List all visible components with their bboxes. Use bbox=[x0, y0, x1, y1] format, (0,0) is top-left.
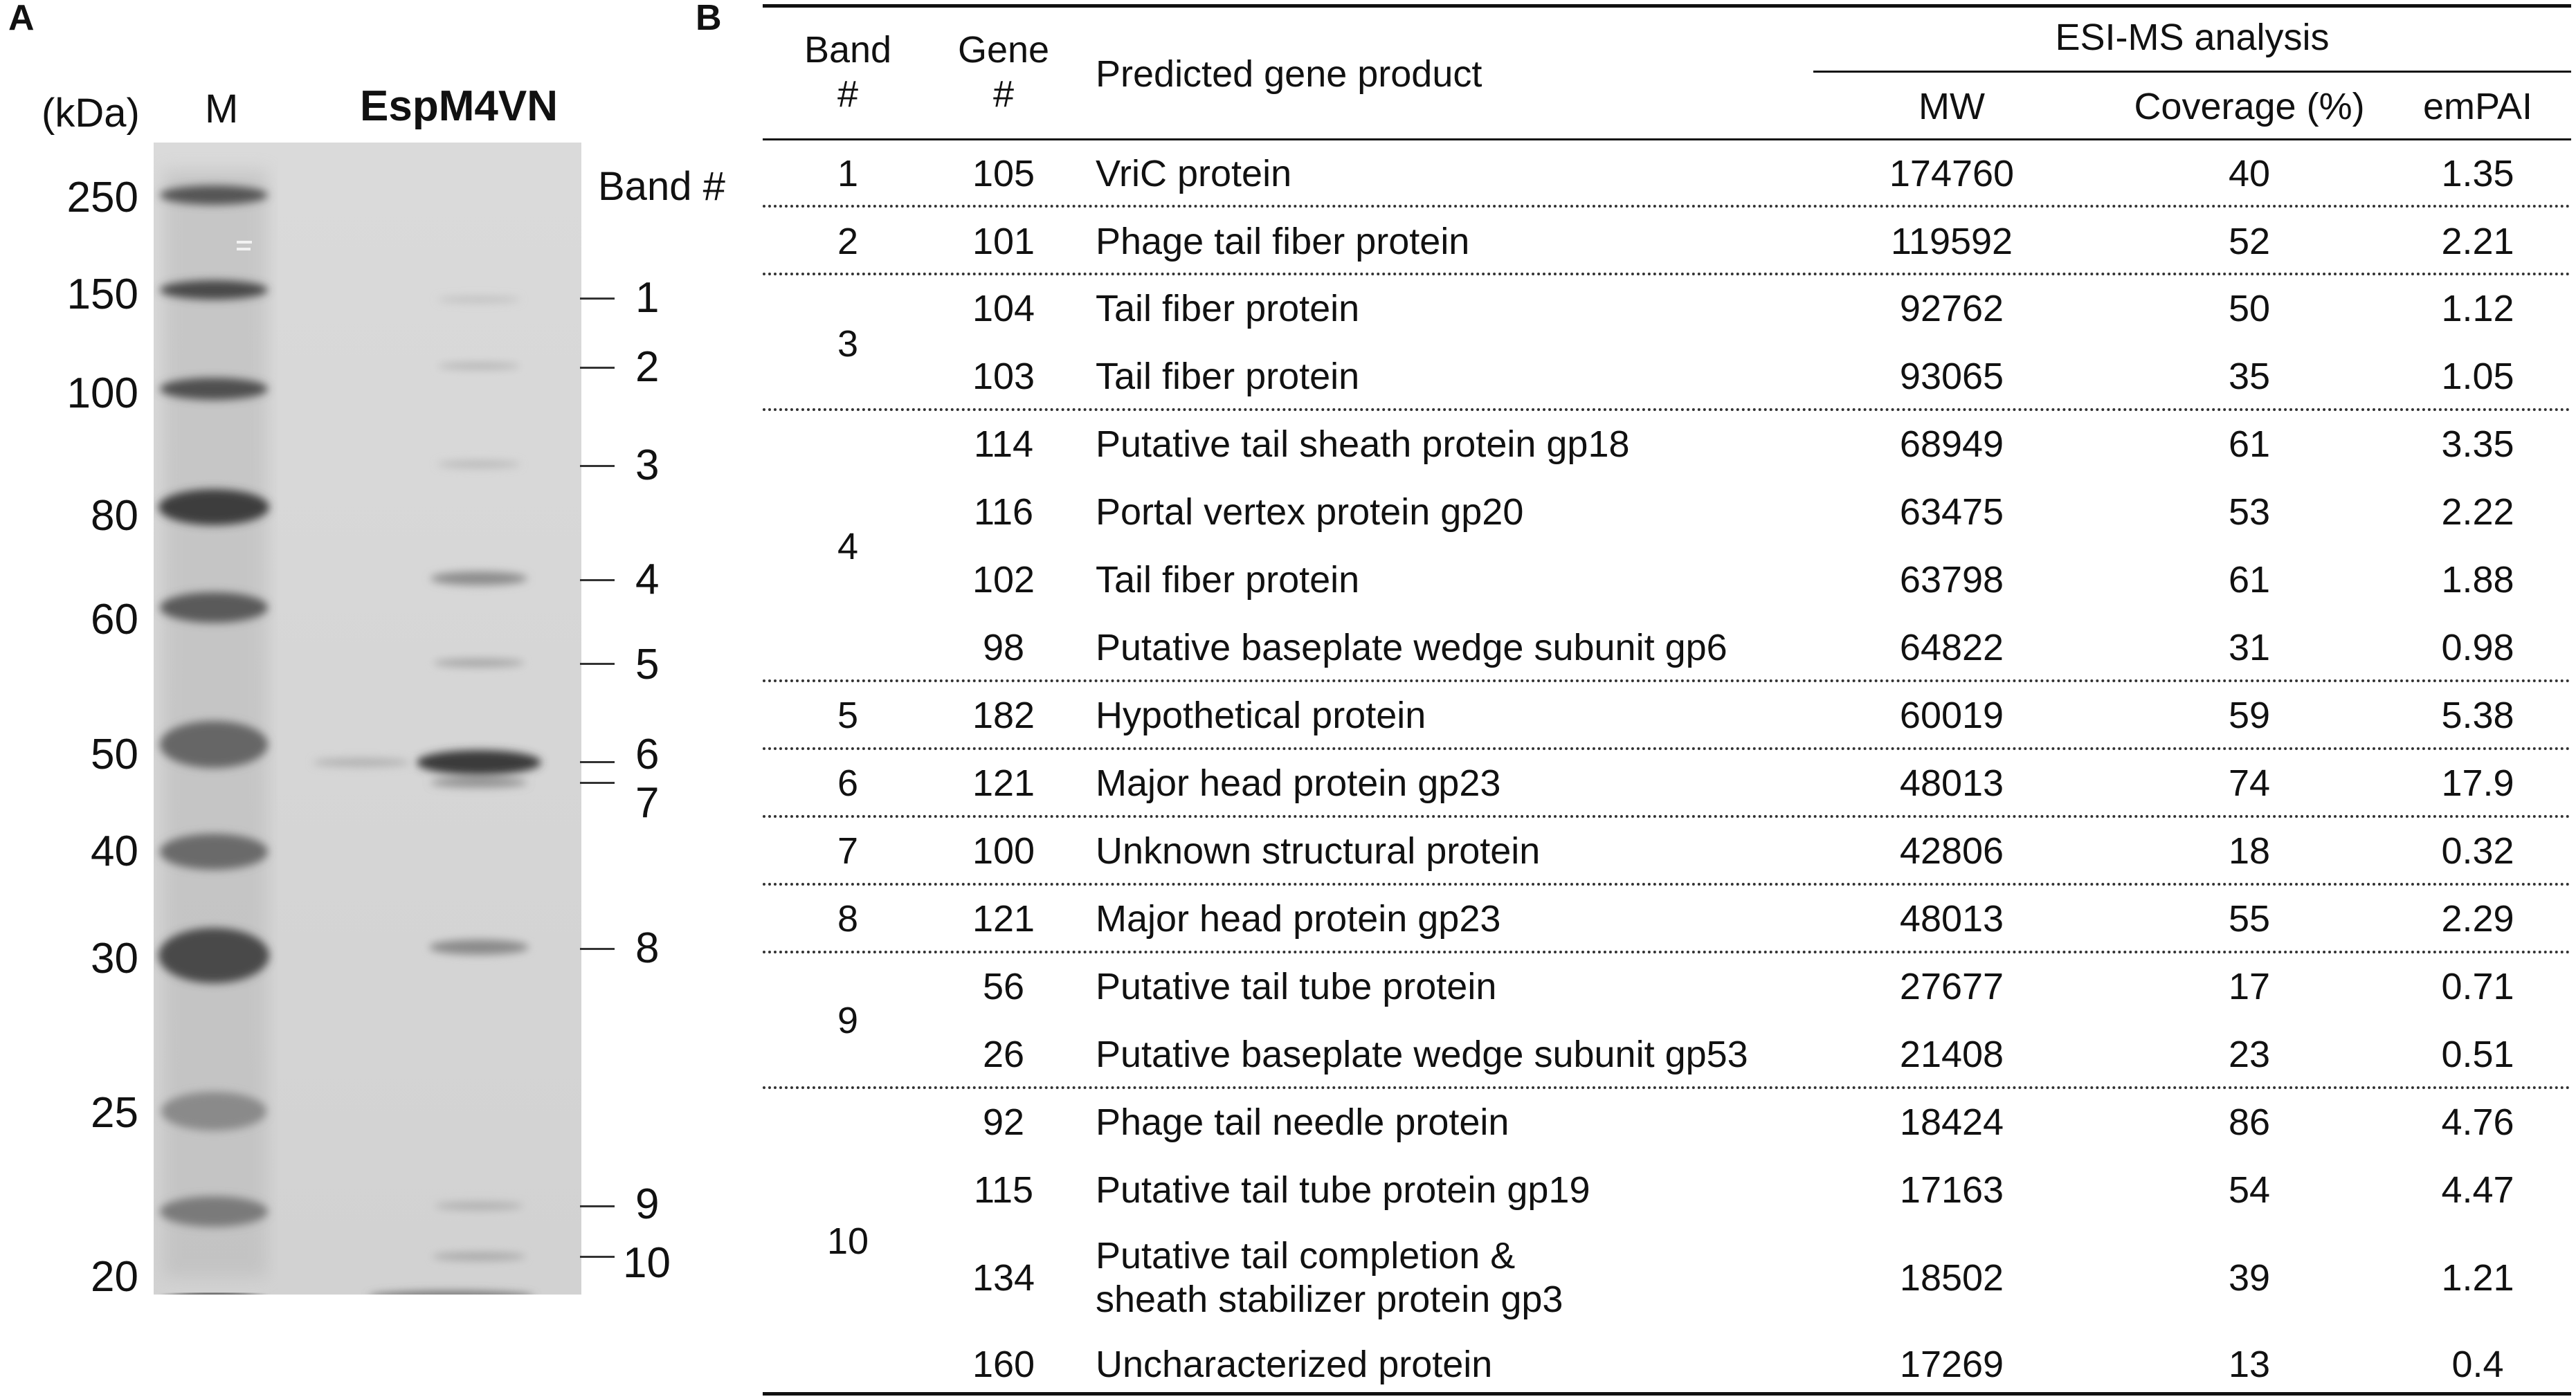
cell-mw: 48013 bbox=[1899, 762, 2004, 804]
band-number-header: Band # bbox=[598, 164, 725, 209]
marker-size-label: 20 bbox=[91, 1253, 138, 1301]
band-number: 5 bbox=[635, 641, 660, 688]
cell-product: Major head protein gp23 bbox=[1096, 762, 1501, 804]
cell-product: Portal vertex protein gp20 bbox=[1096, 491, 1524, 533]
group-separator bbox=[763, 747, 2571, 750]
sample-band-1 bbox=[437, 297, 520, 302]
cell-mw: 119592 bbox=[1890, 221, 2013, 262]
marker-size-label: 50 bbox=[91, 731, 138, 778]
cell-mw: 174760 bbox=[1889, 153, 2015, 194]
cell-empai: 0.4 bbox=[2451, 1344, 2504, 1385]
marker-artifact bbox=[237, 241, 252, 244]
cell-mw: 27677 bbox=[1899, 966, 2004, 1007]
cell-coverage: 13 bbox=[2228, 1344, 2271, 1385]
sample-lane-bleed bbox=[313, 758, 410, 767]
cell-coverage: 61 bbox=[2228, 423, 2271, 465]
cell-gene: 115 bbox=[973, 1169, 1034, 1211]
cell-gene: 102 bbox=[972, 559, 1035, 601]
group-separator bbox=[763, 951, 2571, 953]
cell-coverage: 18 bbox=[2228, 830, 2271, 872]
cell-product: Tail fiber protein bbox=[1096, 288, 1360, 329]
cell-product: Phage tail fiber protein bbox=[1096, 221, 1470, 262]
cell-coverage: 61 bbox=[2228, 559, 2271, 601]
band-number: 4 bbox=[635, 556, 660, 603]
cell-mw: 17269 bbox=[1899, 1344, 2004, 1385]
header-coverage: Coverage (%) bbox=[2134, 86, 2365, 127]
marker-band-20-upper bbox=[160, 1196, 268, 1227]
band-tick bbox=[580, 1256, 615, 1258]
cell-product-line2: sheath stabilizer protein gp3 bbox=[1096, 1279, 1563, 1320]
cell-product: Unknown structural protein bbox=[1096, 830, 1541, 872]
cell-band: 2 bbox=[837, 221, 859, 262]
band-tick bbox=[580, 579, 615, 581]
band-tick bbox=[580, 465, 615, 467]
cell-gene: 98 bbox=[982, 627, 1025, 668]
table-bottom-rule bbox=[763, 1392, 2571, 1396]
cell-band: 7 bbox=[837, 830, 859, 872]
group-separator bbox=[763, 205, 2571, 208]
cell-mw: 21408 bbox=[1899, 1034, 2004, 1075]
sample-band-4 bbox=[430, 572, 527, 585]
cell-mw: 93065 bbox=[1899, 356, 2004, 397]
cell-mw: 48013 bbox=[1899, 898, 2004, 940]
cell-band: 4 bbox=[837, 526, 859, 567]
cell-coverage: 55 bbox=[2228, 898, 2271, 940]
cell-empai: 4.47 bbox=[2441, 1169, 2514, 1211]
sample-band-8 bbox=[429, 940, 529, 955]
header-empai: emPAI bbox=[2422, 86, 2533, 127]
cell-empai: 5.38 bbox=[2441, 695, 2514, 736]
cell-gene: 121 bbox=[972, 762, 1035, 804]
group-separator bbox=[763, 1086, 2571, 1089]
band-number: 1 bbox=[635, 274, 660, 322]
kda-unit-label: (kDa) bbox=[42, 91, 140, 136]
cell-product: Phage tail needle protein bbox=[1096, 1101, 1509, 1143]
marker-band-25 bbox=[161, 1092, 266, 1131]
cell-empai: 1.21 bbox=[2441, 1257, 2514, 1299]
cell-coverage: 17 bbox=[2228, 966, 2271, 1007]
sample-band-10 bbox=[432, 1252, 526, 1261]
group-separator bbox=[763, 815, 2571, 818]
cell-band: 9 bbox=[837, 1000, 859, 1041]
cell-gene: 182 bbox=[972, 695, 1035, 736]
cell-product: Putative tail tube protein bbox=[1096, 966, 1497, 1007]
cell-gene: 101 bbox=[972, 221, 1035, 262]
band-number: 9 bbox=[635, 1180, 660, 1228]
cell-coverage: 40 bbox=[2228, 153, 2271, 194]
cell-coverage: 52 bbox=[2228, 221, 2271, 262]
cell-gene: 26 bbox=[982, 1034, 1025, 1075]
cell-product: Uncharacterized protein bbox=[1096, 1344, 1493, 1385]
cell-product: Putative baseplate wedge subunit gp6 bbox=[1096, 627, 1727, 668]
table-top-rule bbox=[763, 4, 2571, 8]
esi-group-rule bbox=[1813, 71, 2571, 73]
cell-empai: 2.29 bbox=[2441, 898, 2514, 940]
cell-coverage: 86 bbox=[2228, 1101, 2271, 1143]
cell-band: 6 bbox=[837, 762, 859, 804]
marker-size-label: 150 bbox=[66, 271, 138, 318]
cell-band: 1 bbox=[837, 153, 859, 194]
cell-empai: 3.35 bbox=[2441, 423, 2514, 465]
cell-coverage: 31 bbox=[2228, 627, 2271, 668]
group-separator bbox=[763, 273, 2571, 275]
marker-size-label: 250 bbox=[66, 174, 138, 221]
cell-empai: 2.21 bbox=[2441, 221, 2514, 262]
header-mw: MW bbox=[1919, 86, 1985, 127]
cell-product: Putative baseplate wedge subunit gp53 bbox=[1096, 1034, 1748, 1075]
band-tick bbox=[580, 782, 615, 784]
marker-band-150 bbox=[160, 280, 268, 300]
band-tick bbox=[580, 367, 615, 369]
cell-mw: 64822 bbox=[1899, 627, 2004, 668]
cell-product: Hypothetical protein bbox=[1096, 695, 1426, 736]
group-separator bbox=[763, 679, 2571, 682]
sample-band-5 bbox=[433, 659, 525, 667]
header-esi-ms: ESI-MS analysis bbox=[2055, 17, 2330, 58]
cell-gene: 104 bbox=[972, 288, 1035, 329]
cell-empai: 1.05 bbox=[2441, 356, 2514, 397]
cell-mw: 42806 bbox=[1899, 830, 2004, 872]
cell-band: 8 bbox=[837, 898, 859, 940]
cell-product: Putative tail tube protein gp19 bbox=[1096, 1169, 1590, 1211]
cell-product: Putative tail sheath protein gp18 bbox=[1096, 423, 1630, 465]
cell-coverage: 39 bbox=[2228, 1257, 2271, 1299]
cell-product: Putative tail completion & bbox=[1096, 1235, 1516, 1277]
marker-band-80 bbox=[158, 489, 269, 525]
cell-empai: 2.22 bbox=[2441, 491, 2514, 533]
cell-gene: 105 bbox=[972, 153, 1035, 194]
cell-product: Major head protein gp23 bbox=[1096, 898, 1501, 940]
marker-artifact-2 bbox=[237, 248, 251, 250]
cell-coverage: 54 bbox=[2228, 1169, 2271, 1211]
cell-mw: 63475 bbox=[1899, 491, 2004, 533]
cell-empai: 1.12 bbox=[2441, 288, 2514, 329]
cell-coverage: 23 bbox=[2228, 1034, 2271, 1075]
band-number: 7 bbox=[635, 779, 660, 827]
cell-product: Tail fiber protein bbox=[1096, 356, 1360, 397]
cell-gene: 134 bbox=[972, 1257, 1035, 1299]
cell-gene: 160 bbox=[972, 1344, 1035, 1385]
gel-image bbox=[154, 143, 581, 1295]
cell-mw: 92762 bbox=[1899, 288, 2004, 329]
cell-gene: 100 bbox=[972, 830, 1035, 872]
header-product: Predicted gene product bbox=[1096, 53, 1482, 95]
cell-product: Tail fiber protein bbox=[1096, 559, 1360, 601]
band-tick bbox=[580, 1205, 615, 1207]
cell-product: VriC protein bbox=[1096, 153, 1292, 194]
cell-coverage: 53 bbox=[2228, 491, 2271, 533]
cell-gene: 114 bbox=[973, 423, 1034, 465]
cell-mw: 18502 bbox=[1899, 1257, 2004, 1299]
band-tick bbox=[580, 761, 615, 763]
band-tick bbox=[580, 298, 615, 300]
marker-size-label: 100 bbox=[66, 369, 138, 417]
band-tick bbox=[580, 663, 615, 665]
panel-b-letter: B bbox=[696, 0, 722, 38]
cell-empai: 0.32 bbox=[2441, 830, 2514, 872]
header-gene: Gene # bbox=[957, 29, 1050, 115]
band-tick bbox=[580, 948, 615, 950]
marker-band-250 bbox=[160, 185, 268, 205]
cell-empai: 17.9 bbox=[2441, 762, 2514, 804]
cell-mw: 60019 bbox=[1899, 695, 2004, 736]
cell-mw: 18424 bbox=[1899, 1101, 2004, 1143]
marker-size-label: 60 bbox=[91, 596, 138, 643]
sample-lane-label: EspM4VN bbox=[360, 82, 558, 130]
marker-size-label: 80 bbox=[91, 492, 138, 540]
cell-band: 5 bbox=[837, 695, 859, 736]
marker-band-30 bbox=[158, 928, 269, 983]
band-number: 8 bbox=[635, 924, 660, 972]
cell-empai: 1.88 bbox=[2441, 559, 2514, 601]
cell-empai: 0.51 bbox=[2441, 1034, 2514, 1075]
panel-a-letter: A bbox=[8, 0, 35, 38]
band-number: 3 bbox=[635, 441, 660, 489]
cell-mw: 17163 bbox=[1899, 1169, 2004, 1211]
cell-gene: 116 bbox=[973, 491, 1034, 533]
cell-band: 10 bbox=[826, 1220, 869, 1262]
sample-band-6 bbox=[417, 750, 541, 775]
cell-empai: 4.76 bbox=[2441, 1101, 2514, 1143]
marker-lane-label: M bbox=[205, 86, 239, 131]
cell-coverage: 74 bbox=[2228, 762, 2271, 804]
group-separator bbox=[763, 408, 2571, 411]
marker-band-100 bbox=[160, 378, 268, 400]
band-number: 6 bbox=[635, 731, 660, 778]
marker-band-50 bbox=[160, 721, 268, 768]
cell-gene: 92 bbox=[982, 1101, 1025, 1143]
cell-gene: 121 bbox=[972, 898, 1035, 940]
cell-coverage: 59 bbox=[2228, 695, 2271, 736]
cell-mw: 68949 bbox=[1899, 423, 2004, 465]
cell-empai: 1.35 bbox=[2441, 153, 2514, 194]
header-band: Band # bbox=[804, 29, 892, 115]
sample-band-2 bbox=[437, 363, 520, 369]
header-bottom-rule bbox=[763, 138, 2571, 140]
cell-mw: 63798 bbox=[1899, 559, 2004, 601]
band-number: 10 bbox=[623, 1239, 671, 1287]
marker-size-label: 30 bbox=[91, 935, 138, 982]
sample-band-7 bbox=[430, 778, 527, 787]
marker-band-40 bbox=[160, 834, 268, 870]
group-separator bbox=[763, 883, 2571, 886]
cell-band: 3 bbox=[837, 323, 859, 365]
cell-gene: 103 bbox=[972, 356, 1035, 397]
cell-empai: 0.98 bbox=[2441, 627, 2514, 668]
cell-coverage: 35 bbox=[2228, 356, 2271, 397]
cell-empai: 0.71 bbox=[2441, 966, 2514, 1007]
marker-size-label: 40 bbox=[91, 827, 138, 875]
cell-gene: 56 bbox=[982, 966, 1025, 1007]
marker-band-60 bbox=[160, 592, 268, 623]
cell-coverage: 50 bbox=[2228, 288, 2271, 329]
sample-band-3 bbox=[437, 461, 520, 468]
sample-band-9 bbox=[435, 1202, 523, 1210]
marker-size-label: 25 bbox=[91, 1089, 138, 1137]
band-number: 2 bbox=[635, 343, 660, 391]
